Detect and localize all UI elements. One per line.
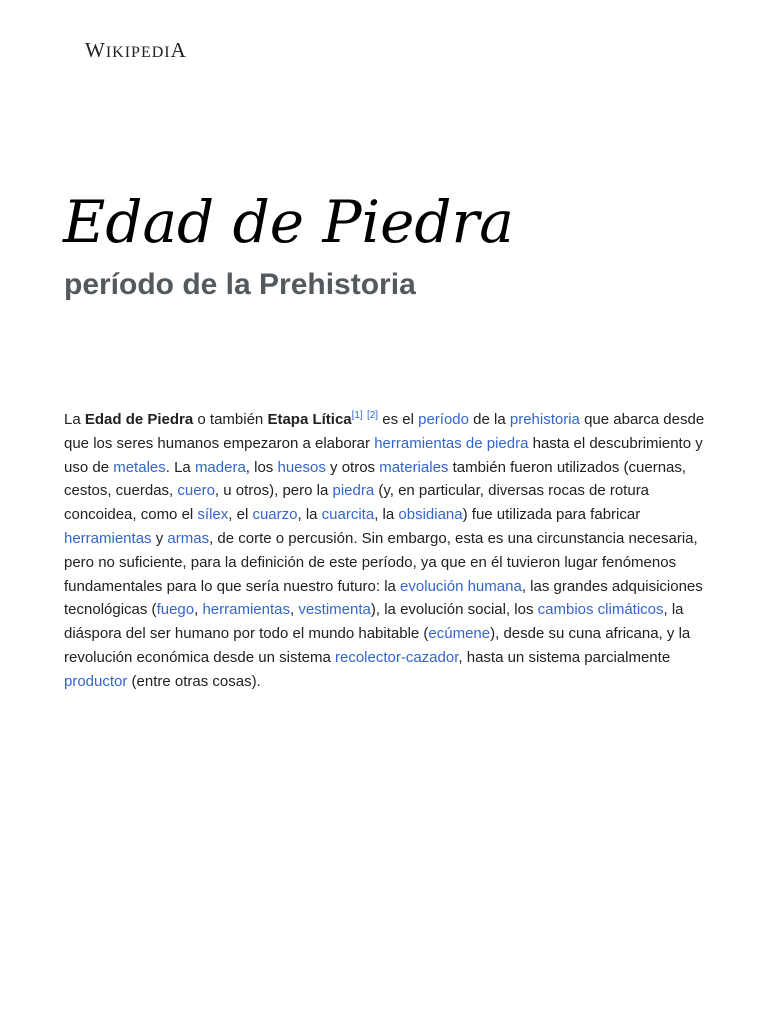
link-armas[interactable]: armas <box>167 529 210 547</box>
link-recolector-cazador[interactable]: recolector-cazador <box>334 648 459 666</box>
text: , la <box>374 506 399 524</box>
bold-term-edad-de-piedra: Edad de Piedra <box>84 411 194 428</box>
reference-1[interactable] <box>352 410 363 421</box>
page-title: Edad de Piedra <box>63 188 514 256</box>
reference-link-1[interactable]: [1] <box>351 410 363 421</box>
bold-term-etapa-litica: Etapa Lítica <box>267 411 352 428</box>
link-evolucion-humana[interactable]: evolución humana <box>400 577 522 595</box>
wikipedia-logo[interactable] <box>85 38 187 63</box>
text: (entre otras cosas). <box>127 672 261 690</box>
text: es el <box>378 411 419 428</box>
link-ecumene[interactable]: ecúmene <box>428 625 491 643</box>
text: , <box>290 601 299 619</box>
text: y <box>151 529 168 547</box>
link-prehistoria[interactable]: prehistoria <box>509 411 580 428</box>
text: ), la evolución social, los <box>370 601 538 619</box>
link-herramientas-de-piedra[interactable]: herramientas de piedra <box>374 434 529 452</box>
page-subtitle: período de la Prehistoria <box>64 268 416 301</box>
link-fuego[interactable]: fuego <box>156 601 195 619</box>
link-productor[interactable]: productor <box>64 672 128 690</box>
logo-initial: W <box>85 38 106 62</box>
text: , la <box>297 506 322 524</box>
link-vestimenta[interactable]: vestimenta <box>298 601 371 619</box>
text: , la diáspora del ser humano por todo el mundo habitable ( <box>64 601 684 643</box>
text: también fueron utilizados (cuernas, cestos, cuerdas, <box>64 458 687 500</box>
text: , hasta un sistema parcialmente <box>458 648 671 666</box>
text: , de corte o percusión. Sin embargo, esta es una circunstancia necesaria, pero no suficiente, para la definición de este período, ya que en él tuvieron lugar fenómenos fundamentales para lo que sería nuestro futuro: la <box>64 529 698 595</box>
link-herramientas[interactable]: herramientas <box>64 529 152 547</box>
link-cuarcita[interactable]: cuarcita <box>321 506 375 524</box>
text: . La <box>165 458 195 476</box>
link-piedra[interactable]: piedra <box>332 482 375 500</box>
link-cambios-climaticos[interactable]: cambios climáticos <box>537 601 664 619</box>
text: que abarca desde que los seres humanos empezaron a elaborar <box>64 411 705 452</box>
text: , las grandes adquisiciones tecnológicas ( <box>64 577 703 619</box>
link-materiales[interactable]: materiales <box>379 458 449 476</box>
reference-2[interactable] <box>367 410 378 421</box>
link-cuero[interactable]: cuero <box>177 482 215 500</box>
text: , <box>194 601 203 619</box>
text: , el <box>228 506 253 524</box>
logo-middle: IKIPEDI <box>105 44 171 61</box>
link-madera[interactable]: madera <box>194 458 246 476</box>
logo-final: A <box>170 38 187 62</box>
lead-paragraph <box>64 408 714 694</box>
link-periodo[interactable]: período <box>418 411 469 428</box>
text: ), desde su cuna africana, y la revolución económica desde un sistema <box>64 625 691 666</box>
link-cuarzo[interactable]: cuarzo <box>252 506 298 524</box>
link-silex[interactable]: sílex <box>197 506 229 524</box>
reference-link-2[interactable]: [2] <box>366 410 379 421</box>
text: o también <box>193 411 268 428</box>
link-metales[interactable]: metales <box>113 458 166 476</box>
text: y otros <box>325 458 380 476</box>
text: , u otros), pero la <box>214 482 333 500</box>
text: (y, en particular, diversas rocas de rotura concoidea, como el <box>64 482 650 524</box>
text: , los <box>245 458 278 476</box>
text: de la <box>468 411 510 428</box>
text: ) fue utilizada para fabricar <box>462 506 641 524</box>
text: La <box>64 411 85 428</box>
link-herramientas-2[interactable]: herramientas <box>202 601 290 619</box>
link-huesos[interactable]: huesos <box>277 458 326 476</box>
link-obsidiana[interactable]: obsidiana <box>398 506 463 524</box>
text: hasta el descubrimiento y uso de <box>64 434 703 476</box>
